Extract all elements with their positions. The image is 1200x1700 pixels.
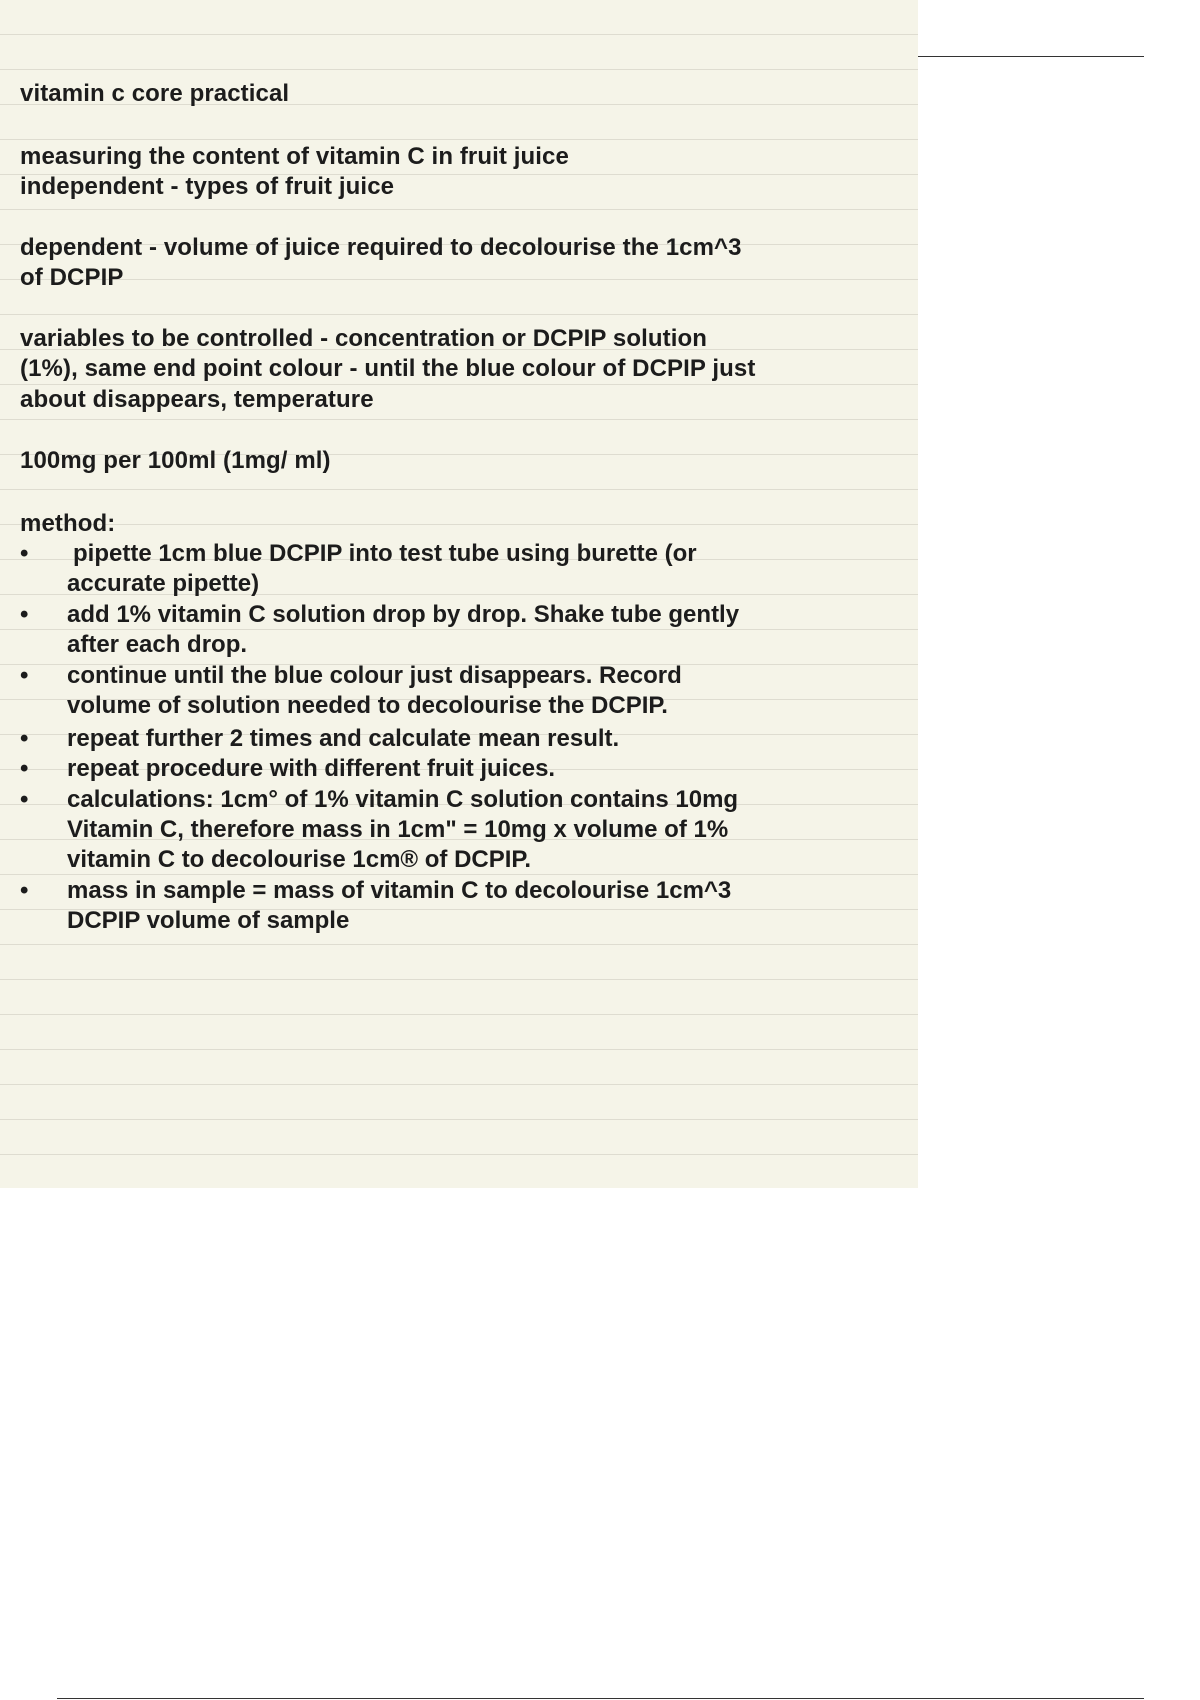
method-step-text: repeat procedure with different fruit juices. xyxy=(67,755,556,782)
method-step-text: after each drop. xyxy=(67,631,248,658)
method-step-text: pipette 1cm blue DCPIP into test tube using burette (or xyxy=(73,540,697,567)
bullet-icon: • xyxy=(20,540,29,567)
controlled-variables-line-1: variables to be controlled - concentration or DCPIP solution xyxy=(20,325,707,352)
note-title: vitamin c core practical xyxy=(20,80,290,107)
top-divider xyxy=(918,56,1144,57)
method-step-text: continue until the blue colour just disappears. Record xyxy=(67,662,682,689)
bullet-icon: • xyxy=(20,662,29,689)
bullet-icon: • xyxy=(20,755,29,782)
method-step-text: mass in sample = mass of vitamin C to decolourise 1cm^3 xyxy=(67,877,732,904)
concentration-line: 100mg per 100ml (1mg/ ml) xyxy=(20,447,331,474)
bullet-icon: • xyxy=(20,601,29,628)
bottom-divider xyxy=(57,1698,1144,1699)
bullet-icon: • xyxy=(20,725,29,752)
method-heading: method: xyxy=(20,510,116,537)
method-step-text: add 1% vitamin C solution drop by drop. Shake tube gently xyxy=(67,601,740,628)
controlled-variables-line-3: about disappears, temperature xyxy=(20,386,374,413)
independent-variable-line: independent - types of fruit juice xyxy=(20,173,395,200)
controlled-variables-line-2: (1%), same end point colour - until the blue colour of DCPIP just xyxy=(20,355,756,382)
dependent-variable-line-2: of DCPIP xyxy=(20,264,124,291)
method-step-text: accurate pipette) xyxy=(67,570,260,597)
method-step-text: calculations: 1cm° of 1% vitamin C solution contains 10mg xyxy=(67,786,739,813)
method-step-text: DCPIP volume of sample xyxy=(67,907,350,934)
method-step-text: vitamin C to decolourise 1cm® of DCPIP. xyxy=(67,846,532,873)
bullet-icon: • xyxy=(20,786,29,813)
bullet-icon: • xyxy=(20,877,29,904)
method-step-text: volume of solution needed to decolourise the DCPIP. xyxy=(67,692,668,719)
method-step-text: Vitamin C, therefore mass in 1cm" = 10mg x volume of 1% xyxy=(67,816,729,843)
method-step-text: repeat further 2 times and calculate mean result. xyxy=(67,725,620,752)
aim-line: measuring the content of vitamin C in fruit juice xyxy=(20,143,569,170)
dependent-variable-line-1: dependent - volume of juice required to decolourise the 1cm^3 xyxy=(20,234,742,261)
